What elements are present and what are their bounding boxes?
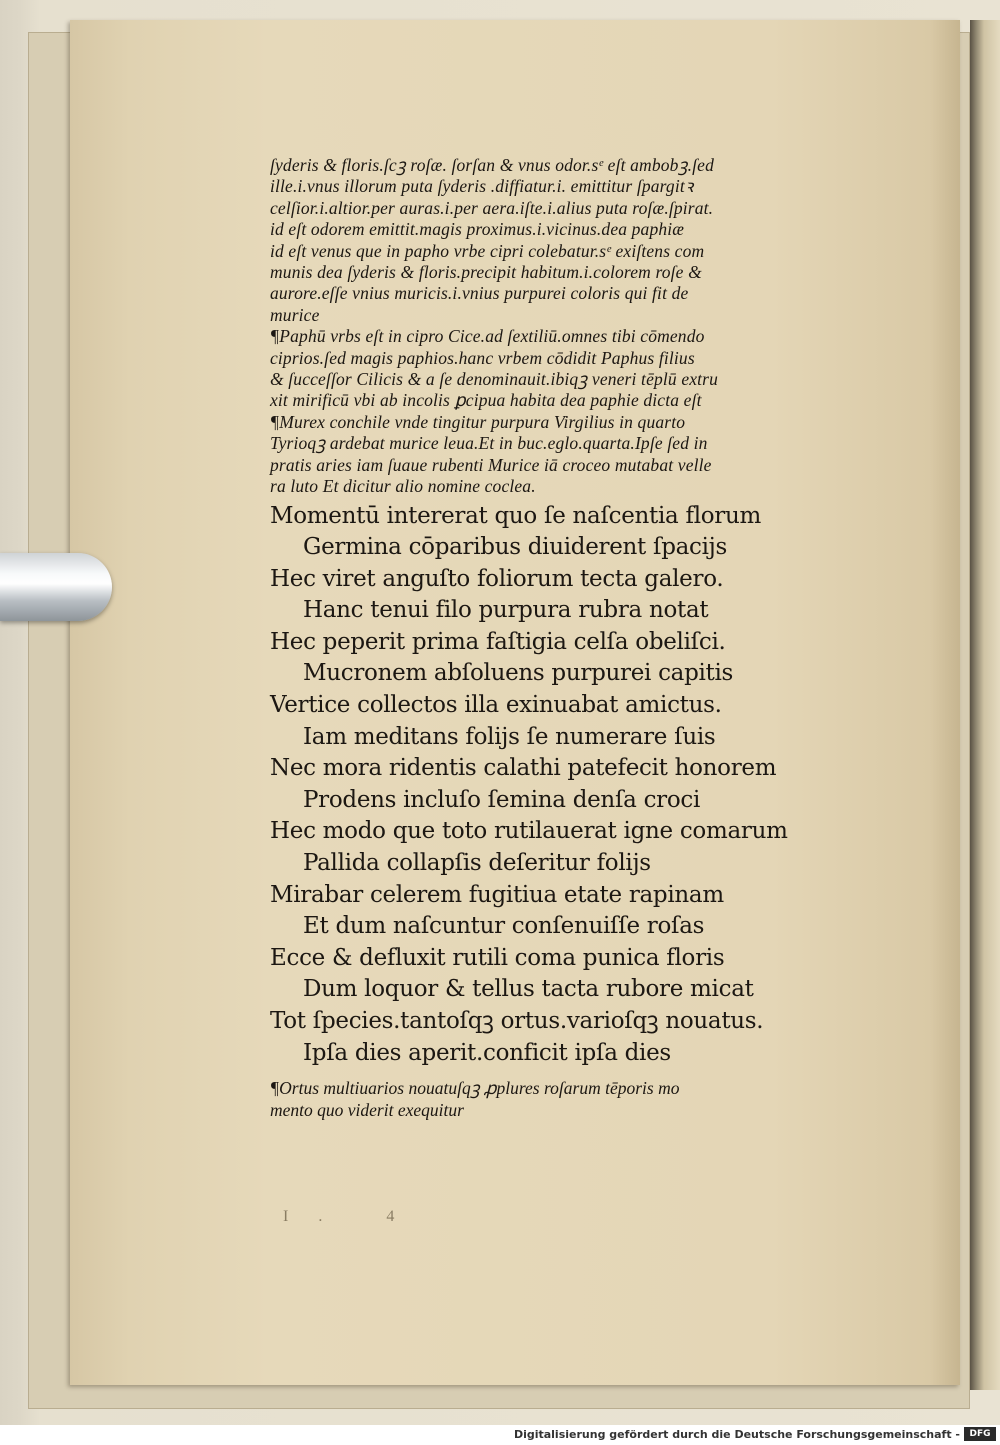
signature-mark: I. 4 bbox=[283, 1208, 425, 1225]
verse-line: Hec peperit prima faſtigia celſa obeliſci. bbox=[270, 628, 726, 655]
verse-line: Tot ſpecies.tantoſqꝫ ortus.varioſqꝫ nouatus. bbox=[270, 1008, 764, 1034]
commentary-bottom bbox=[270, 1077, 870, 1121]
verse-line: Iam meditans folijs ſe numerare ſuis bbox=[303, 723, 716, 750]
verse-line: Germina cōparibus diuiderent ſpacijs bbox=[303, 534, 728, 561]
verse-line: Momentū intererat quo ſe naſcentia florum bbox=[270, 502, 762, 529]
verse-line: Hec modo que toto rutilauerat igne comarum bbox=[270, 818, 788, 845]
commentary-line: & ſucceſſor Cilicis & a ſe denominauit.ibiqꝫ veneri tēplū extru bbox=[270, 369, 719, 390]
commentary-line: id eſt venus que in papho vrbe cipri colebatur.sᵉ exiſtens com bbox=[270, 240, 705, 261]
commentary-line: id eſt odorem emittit.magis proximus.i.vicinus.dea paphiæ bbox=[270, 219, 685, 240]
commentary-line: aurore.eſſe vnius muricis.i.vnius purpurei coloris qui fit de bbox=[270, 283, 689, 304]
commentary-line: ¶Ortus multiuarios nouatuſqꝫ ꝓplures roſarum tēporis mo bbox=[270, 1078, 680, 1099]
verse-line: Vertice collectos illa exinuabat amictus. bbox=[270, 692, 722, 719]
commentary-line: ¶Paphū vrbs eſt in cipro Cice.ad ſextiliū.omnes tibi cōmendo bbox=[270, 326, 705, 347]
commentary-line: ſyderis & floris.ſcꝫ roſæ. ſorſan & vnus odor.sᵉ eſt ambobꝫ.ſed bbox=[270, 155, 714, 175]
dfg-logo-icon: DFG bbox=[964, 1427, 996, 1441]
commentary-line: mento quo viderit exequitur bbox=[270, 1100, 464, 1121]
footer-credit: Digitalisierung gefördert durch die Deutsche Forschungsgemeinschaft - bbox=[513, 1428, 960, 1441]
commentary-line: ciprios.ſed magis paphios.hanc vrbem cōdidit Paphus filius bbox=[270, 347, 695, 368]
page-text-block bbox=[270, 155, 870, 1121]
commentary-line: Tyrioqꝫ ardebat murice leua.Et in buc.eglo.quarta.Ipſe ſed in bbox=[270, 433, 708, 454]
verse-line: Mucronem abſoluens purpurei capitis bbox=[303, 660, 734, 687]
commentary-line: xit mirificū vbi ab incolis ꝑcipua habita dea paphie dicta eſt bbox=[270, 390, 702, 411]
verse-line: Prodens incluſo ſemina denſa croci bbox=[303, 786, 701, 813]
verse-line: Pallida collapſis deſeritur folijs bbox=[303, 850, 651, 877]
verse-line: Et dum naſcuntur conſenuiſſe roſas bbox=[303, 913, 705, 940]
commentary-line: celſior.i.altior.per auras.i.per aera.iſte.i.alius puta roſæ.ſpirat. bbox=[270, 197, 714, 218]
commentary-line: murice bbox=[270, 304, 320, 325]
commentary-line: ¶Murex conchile vnde tingitur purpura Virgilius in quarto bbox=[270, 411, 686, 432]
verse-line: Ecce & defluxit rutili coma punica floris bbox=[270, 944, 725, 971]
verse-line: Dum loquor & tellus tacta rubore micat bbox=[303, 976, 754, 1003]
verse-line: Hec viret anguſto foliorum tecta galero. bbox=[270, 565, 724, 592]
commentary-line: munis dea ſyderis & floris.precipit habitum.i.colorem roſe & bbox=[270, 262, 702, 283]
verse-line: Ipſa dies aperit.conficit ipſa dies bbox=[303, 1039, 671, 1066]
verse-line: Hanc tenui filo purpura rubra notat bbox=[303, 597, 709, 624]
facing-page-edge bbox=[970, 20, 1000, 1390]
commentary-top bbox=[270, 155, 870, 498]
verse-line: Nec mora ridentis calathi patefecit honorem bbox=[270, 755, 777, 782]
commentary-line: ille.i.vnus illorum puta ſyderis .diffiatur.i. emittitur ſpargitꝛ bbox=[270, 176, 694, 197]
commentary-line: pratis aries iam ſuaue rubenti Murice iā croceo mutabat velle bbox=[270, 454, 712, 475]
glass-weight-clip bbox=[0, 553, 112, 621]
poem-verses bbox=[270, 501, 870, 1070]
commentary-line: ra luto Et dicitur alio nomine coclea. bbox=[270, 476, 536, 497]
verse-line: Mirabar celerem fugitiua etate rapinam bbox=[270, 881, 724, 908]
